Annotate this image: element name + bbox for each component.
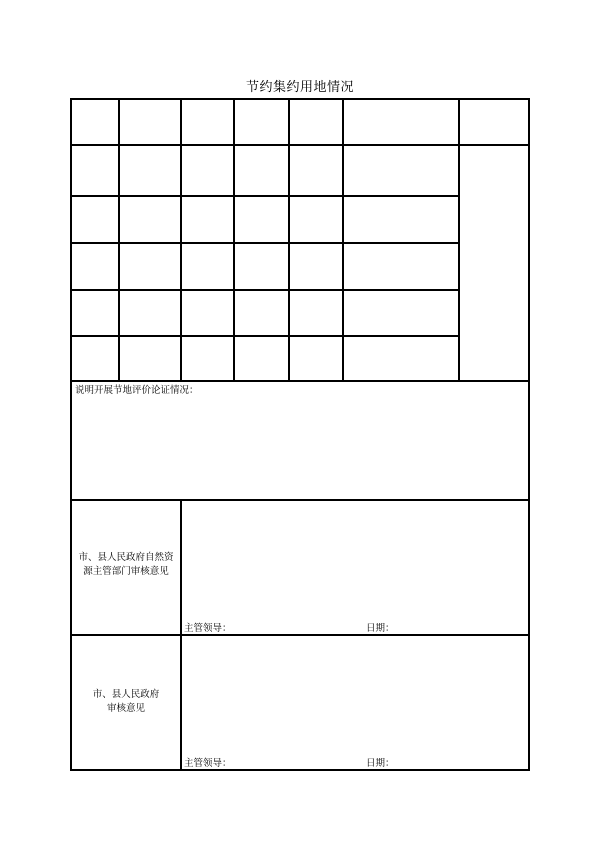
section-divider (70, 499, 530, 501)
grid-col-line (458, 98, 460, 382)
grid-row-line (70, 380, 530, 382)
table-border-right (528, 98, 530, 771)
grid-row-line (70, 289, 460, 291)
table-border-left (70, 98, 72, 771)
government-leader-label: 主管领导： (184, 758, 232, 769)
document-title: 节约集约用地情况 (245, 80, 354, 95)
section-divider (70, 634, 530, 636)
grid-row-line (70, 195, 460, 197)
table-border-bottom (70, 769, 530, 771)
evaluation-label: 说明开展节地评价论证情况： (75, 385, 199, 396)
resource-dept-opinion-label (72, 551, 180, 579)
grid-row-line (70, 144, 530, 146)
grid-col-line (288, 98, 290, 382)
grid-col-line (180, 98, 182, 382)
grid-col-line (118, 98, 120, 382)
government-date-label: 日期： (366, 758, 395, 769)
resource-dept-date-label: 日期： (366, 623, 395, 634)
government-label-line1: 市、县人民政府 (92, 689, 160, 700)
grid-col-line (233, 98, 235, 382)
grid-row-line (70, 242, 460, 244)
government-opinion-label (72, 688, 180, 716)
government-label-line2: 审核意见 (106, 703, 145, 714)
resource-dept-leader-label: 主管领导： (184, 623, 232, 634)
resource-dept-label-line2: 源主管部门审核意见 (83, 566, 169, 577)
grid-col-line (342, 98, 344, 382)
grid-row-line (70, 335, 460, 337)
resource-dept-label-line1: 市、县人民政府自然资 (78, 552, 174, 563)
table-border-top (70, 98, 530, 100)
